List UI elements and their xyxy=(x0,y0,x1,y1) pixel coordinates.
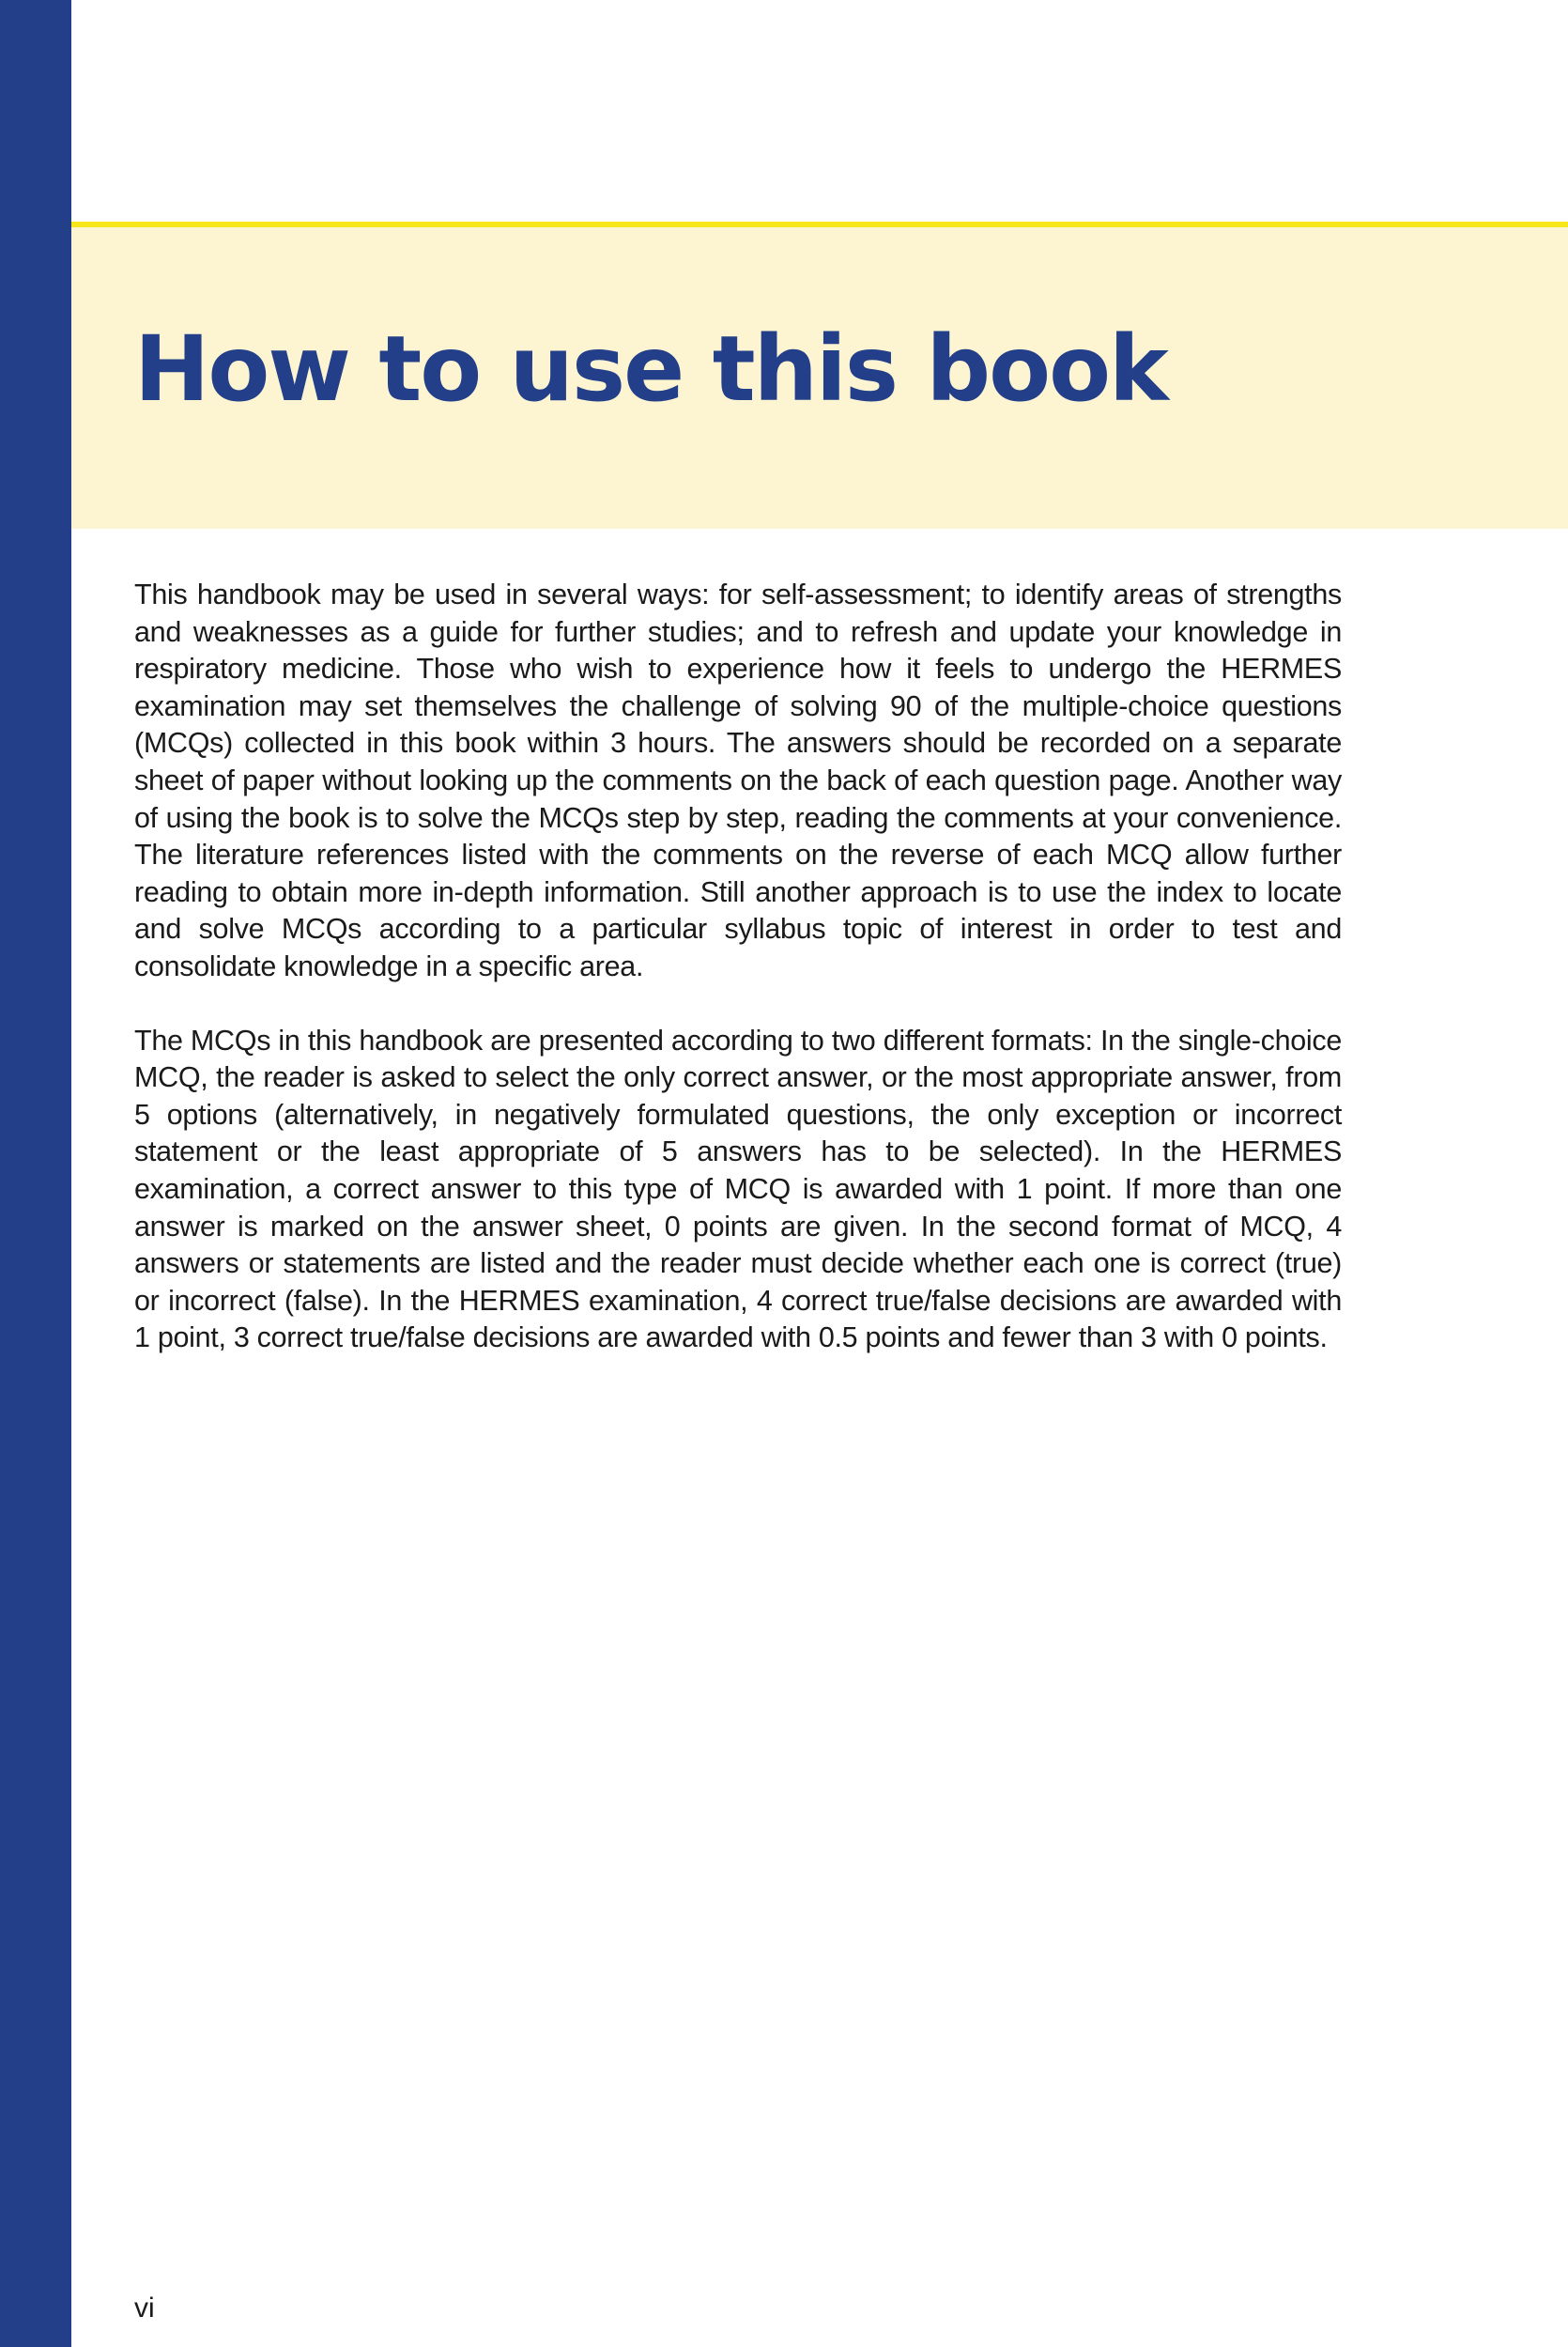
page-number: vi xyxy=(134,2293,155,2324)
paragraph-usage: This handbook may be used in several ways: for self-assessment; to identify areas of strengths and weaknesses as a guide for further studies; and to refresh and update your knowledge in respiratory medicine. Those who wish to experience how it feels to undergo the HERMES examination may set themselves the challenge of solving 90 of the multiple-choice questions (MCQs) collected in this book within 3 hours. The answers should be recorded on a separate sheet of paper without looking up the comments on the back of each question page. Another way of using the book is to solve the MCQs step by step, reading the comments at your convenience. The literature references listed with the comments on the reverse of each MCQ allow further reading to obtain more in-depth information. Still another approach is to use the index to locate and solve MCQs according to a particular syllabus topic of interest in order to test and consolidate knowledge in a specific area. xyxy=(134,579,1342,982)
page-title: How to use this book xyxy=(134,317,1167,422)
paragraph-mcq-formats: The MCQs in this handbook are presented according to two different formats: In the single-choice MCQ, the reader is asked to select the only correct answer, or the most appropriate answer, from 5 options (alternatively, in negatively formulated questions, the only exception or incorrect statement or the least appropriate of 5 answers has to be selected). In the HERMES examination, a correct answer to this type of MCQ is awarded with 1 point. If more than one answer is marked on the answer sheet, 0 points are given. In the second format of MCQ, 4 answers or statements are listed and the reader must decide whether each one is correct (true) or incorrect (false). In the HERMES examination, 4 correct true/false decisions are awarded with 1 point, 3 correct true/false decisions are awarded with 0.5 points and fewer than 3 with 0 points. xyxy=(134,1024,1342,1354)
body-text xyxy=(134,577,1342,1394)
side-color-bar xyxy=(0,0,71,2347)
